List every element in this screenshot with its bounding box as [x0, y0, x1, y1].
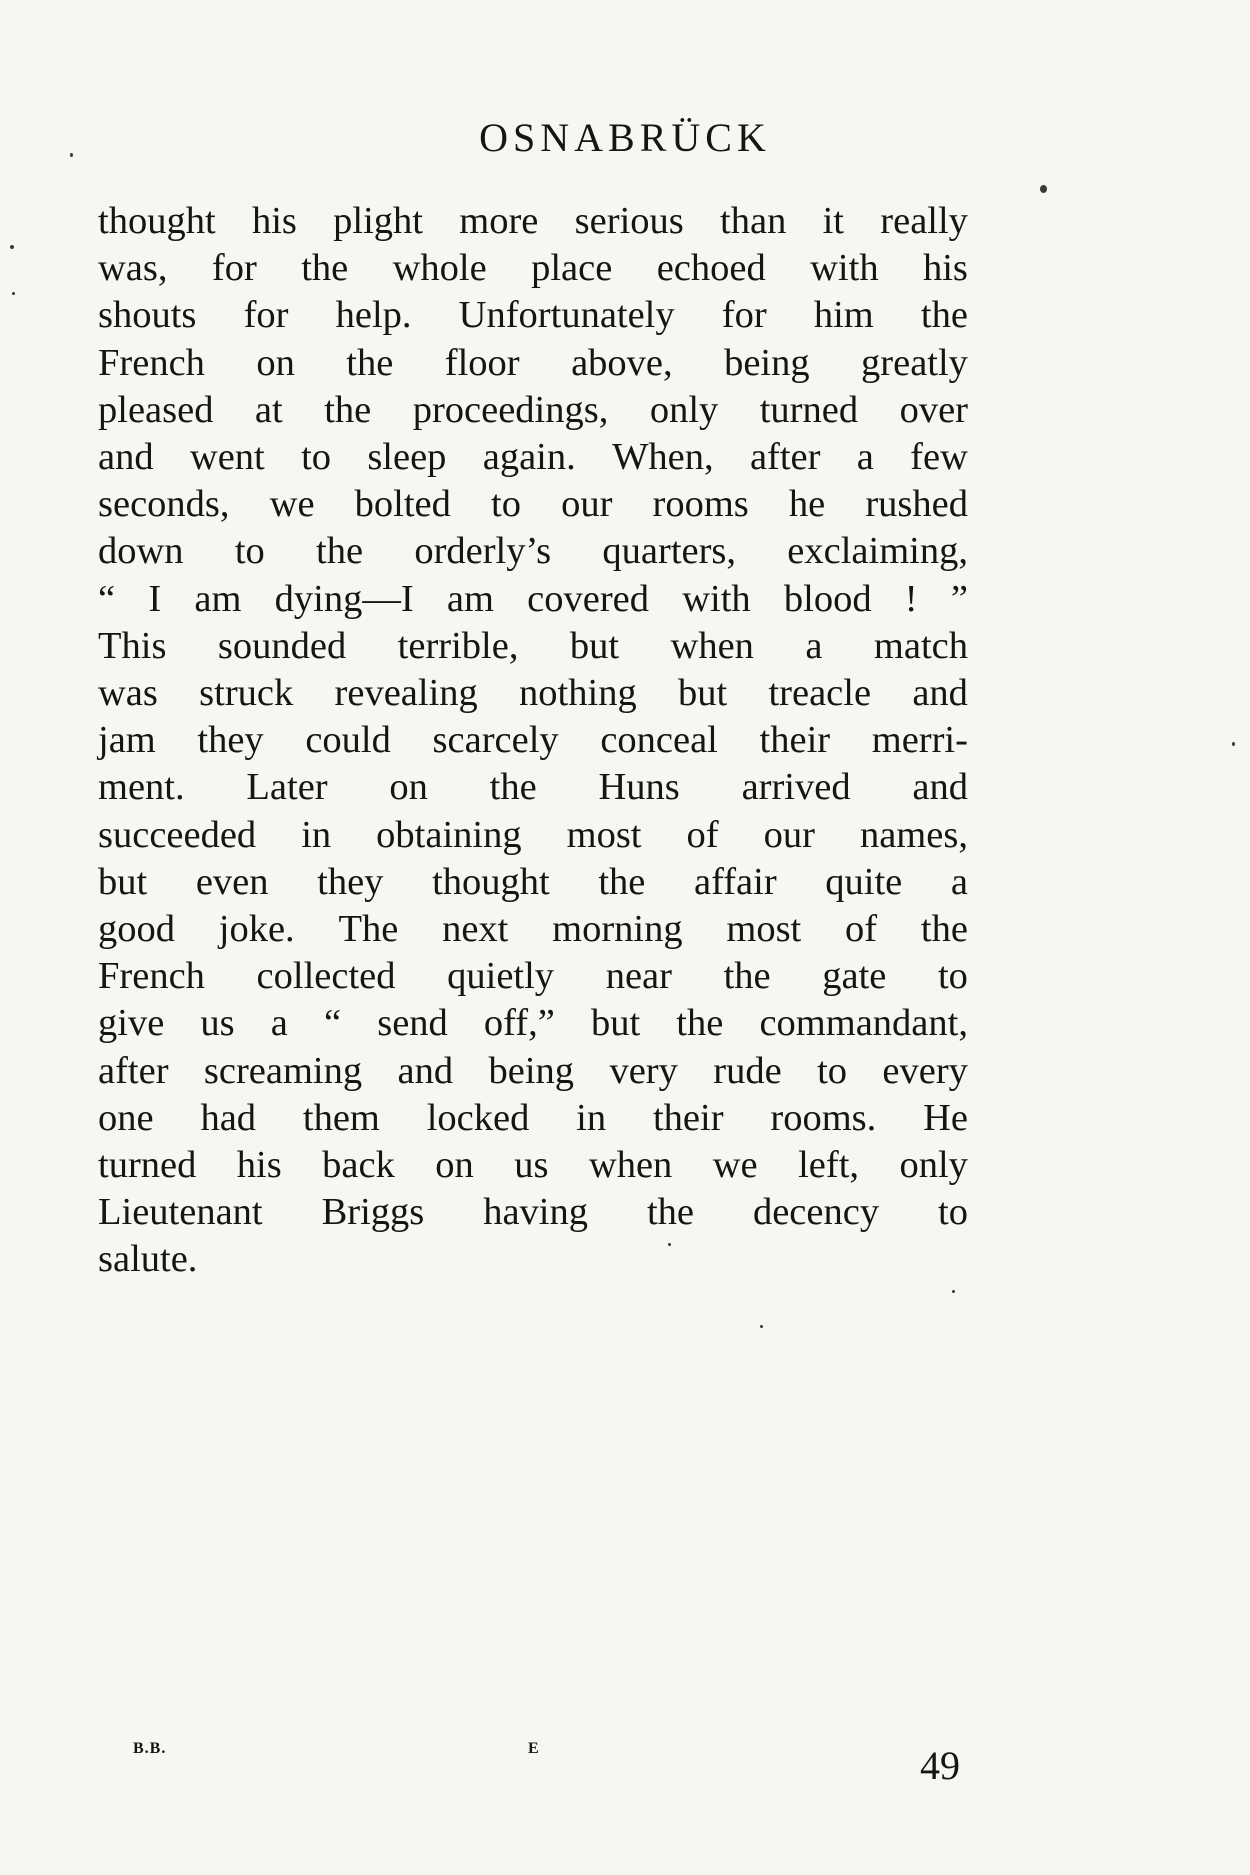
gathering-mark: E [528, 1740, 539, 1757]
text-line-last: salute. [98, 1238, 198, 1281]
text-line: down to the orderly’s quarters, exclaiming, [98, 530, 968, 573]
speck [1232, 742, 1235, 746]
text-line: This sounded terrible, but when a match [98, 624, 968, 667]
body-text [98, 198, 968, 1284]
text-line: after screaming and being very rude to every [98, 1049, 968, 1092]
text-line: good joke. The next morning most of the [98, 908, 968, 951]
text-line: shouts for help. Unfortunately for him the [98, 294, 968, 337]
text-line: turned his back on us when we left, only [98, 1144, 968, 1187]
text-line: Lieutenant Briggs having the decency to [98, 1191, 968, 1234]
speck [952, 1290, 955, 1293]
speck [10, 245, 14, 249]
text-line: thought his plight more serious than it really [98, 200, 968, 242]
signature-mark: B.B. [133, 1740, 167, 1757]
text-line: give us a “ send off,” but the commandant, [98, 1002, 968, 1045]
running-head: OSNABRÜCK [479, 115, 771, 160]
text-line: pleased at the proceedings, only turned over [98, 388, 968, 431]
speck [1040, 185, 1047, 193]
text-line: French on the floor above, being greatly [98, 341, 968, 384]
text-line: but even they thought the affair quite a [98, 860, 968, 903]
text-line: succeeded in obtaining most of our names, [98, 813, 968, 856]
text-line: French collected quietly near the gate to [98, 955, 968, 998]
text-line: was, for the whole place echoed with his [98, 247, 968, 290]
speck [760, 1325, 763, 1328]
text-line: one had them locked in their rooms. He [98, 1096, 968, 1139]
text-line: was struck revealing nothing but treacle and [98, 672, 968, 715]
text-line: ment. Later on the Huns arrived and [98, 766, 968, 809]
speck [70, 153, 73, 157]
text-line: jam they could scarcely conceal their merri- [98, 719, 968, 762]
text-line: “ I am dying—I am covered with blood ! ” [98, 577, 968, 620]
page-number: 49 [920, 1743, 960, 1788]
text-line: seconds, we bolted to our rooms he rushed [98, 483, 968, 526]
speck [668, 1243, 671, 1246]
text-line: and went to sleep again. When, after a few [98, 436, 968, 479]
speck [12, 292, 15, 295]
